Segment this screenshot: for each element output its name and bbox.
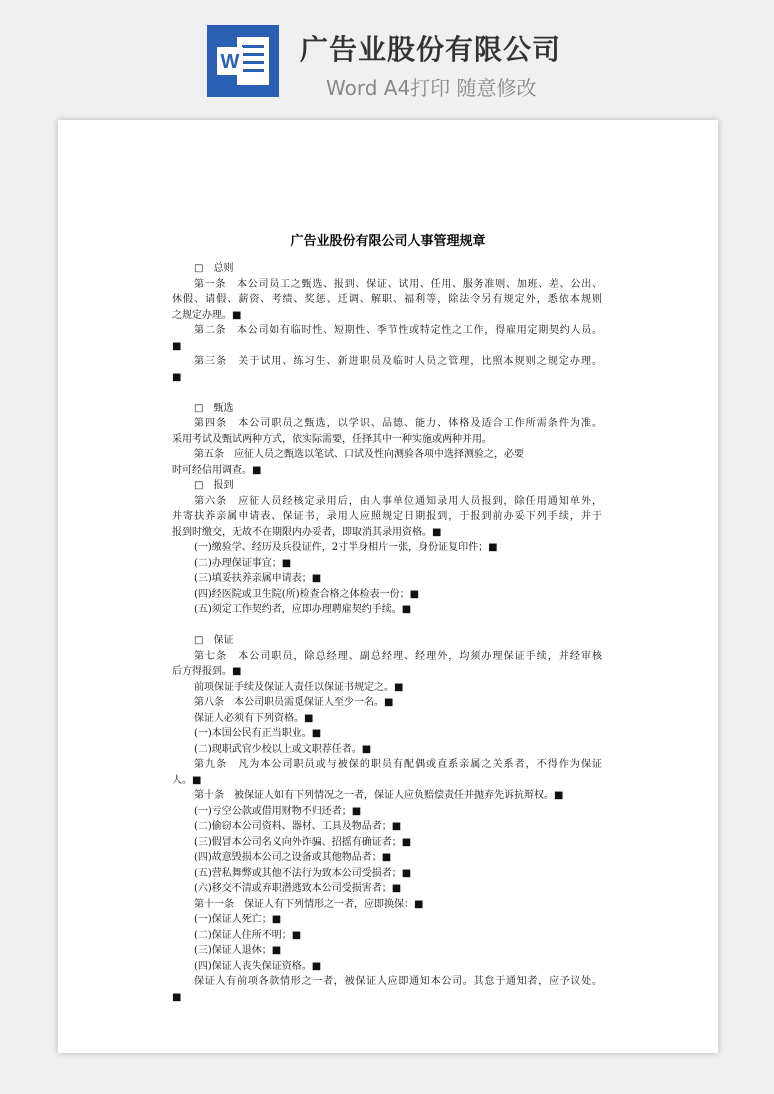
- document-line: 第十一条 保证人有下列情形之一者，应即换保：■: [194, 898, 424, 910]
- document-line: (五)须定工作契约者，应即办理聘雇契约手续。■: [194, 604, 412, 615]
- document-line: 第五条 应征人员之甄选以笔试、口试及性向测验各项中选择测验之，必要: [194, 449, 524, 460]
- document-line: 采用考试及甄试两种方式，依实际需要，任择其中一种实施或两种并用。: [172, 433, 492, 445]
- document-line: □ 保证: [194, 635, 234, 646]
- document-line: 并寄扶养亲属申请表、保证书，录用人应照规定日期报到，于报到前办妥下列手续，并于: [172, 511, 602, 522]
- document-line: ■: [172, 340, 182, 352]
- document-line: (四)保证人丧失保证资格。■: [194, 960, 322, 972]
- document-line: □ 报到: [194, 480, 234, 491]
- document-line: 第四条 本公司职员之甄选，以学识、品德、能力、体格及适合工作所需条件为准。: [194, 418, 602, 429]
- document-line: 休假、请假、薪资、考绩、奖惩、迁调、解职、福利等，除法令另有规定外，悉依本规则: [172, 294, 602, 305]
- document-line: ■: [172, 371, 182, 383]
- document-line: 报到时缴交，无故不在期限内办妥者，即取消其录用资格。■: [172, 526, 442, 538]
- document-line: (六)移交不清或弃职潜逃致本公司受损害者；■: [194, 883, 402, 894]
- document-line: 时可经信用调查。■: [172, 464, 262, 476]
- document-line: 第八条 本公司职员需觅保证人至少一名。■: [194, 697, 394, 708]
- document-line: 前项保证手续及保证人责任以保证书规定之。■: [194, 681, 404, 693]
- document-page: [58, 120, 718, 1053]
- document-line: 保证人必须有下列资格。■: [194, 712, 314, 724]
- document-line: (二)保证人住所不明；■: [194, 929, 302, 941]
- document-body: [172, 261, 602, 1005]
- document-line: (四)故意毁损本公司之设备或其他物品者；■: [194, 852, 392, 863]
- document-line: 第二条 本公司如有临时性、短期性、季节性或特定性之工作，得雇用定期契约人员。: [194, 325, 602, 336]
- document-line: (三)保证人退休；■: [194, 945, 282, 956]
- document-line: 第三条 关于试用、练习生、新进职员及临时人员之管理，比照本规则之规定办理。: [194, 356, 602, 367]
- word-icon-letter: W: [220, 51, 240, 73]
- document-line: (一)本国公民有正当职业。■: [194, 728, 322, 739]
- page-title: 广告业股份有限公司: [300, 33, 562, 66]
- document-line: (五)营私舞弊或其他不法行为致本公司受损者；■: [194, 867, 412, 879]
- word-doc-icon: [207, 25, 279, 97]
- document-line: □ 甄选: [194, 402, 234, 414]
- header-banner: [0, 0, 774, 110]
- document-line: (三)假冒本公司名义向外诈骗、招摇有确证者；■: [194, 836, 412, 848]
- document-line: (一)缴验学、经历及兵役证件，2寸半身相片一张，身份证复印件；■: [194, 542, 498, 553]
- document-line: 后方得报到。■: [172, 666, 242, 677]
- document-line: (四)经医院或卫生院(所)检查合格之体检表一份；■: [194, 588, 420, 600]
- document-line: (一)亏空公款或借用财物不归还者；■: [194, 805, 362, 817]
- document-line: (二)办理保证事宜；■: [194, 557, 292, 569]
- document-line: (二)现职武官少校以上或文职荐任者。■: [194, 743, 372, 755]
- document-line: [172, 385, 602, 401]
- document-line: [172, 618, 602, 634]
- document-line: 保证人有前项各款情形之一者，被保证人应即通知本公司。其怠于通知者，应予议处。: [194, 976, 602, 987]
- document-line: (二)偷窃本公司资料、器材、工具及物品者；■: [194, 821, 402, 832]
- document-line: □ 总则: [194, 263, 234, 274]
- document-title: 广告业股份有限公司人事管理规章: [290, 234, 486, 249]
- document-line: 第一条 本公司员工之甄选、报到、保证、试用、任用、服务准则、加班、差、公出、: [194, 278, 602, 290]
- document-line: (三)填妥扶养亲属申请表；■: [194, 573, 322, 584]
- document-line: 第九条 凡为本公司职员或与被保的职员有配偶或直系亲属之关系者，不得作为保证: [194, 759, 602, 770]
- document-line: (一)保证人死亡；■: [194, 914, 282, 925]
- document-line: ■: [172, 991, 182, 1003]
- page-subtitle: Word A4打印 随意修改: [326, 76, 537, 100]
- document-line: 之规定办理。■: [172, 309, 242, 321]
- document-line: 第七条 本公司职员，除总经理、副总经理、经理外，均须办理保证手续，并经审核: [194, 650, 602, 662]
- document-line: 第十条 被保证人如有下列情况之一者，保证人应负赔偿责任并抛弃先诉抗辩权。■: [194, 790, 564, 801]
- document-line: 人。■: [172, 774, 202, 786]
- document-line: 第六条 应征人员经核定录用后，由人事单位通知录用人员报到，除任用通知单外，: [194, 495, 602, 507]
